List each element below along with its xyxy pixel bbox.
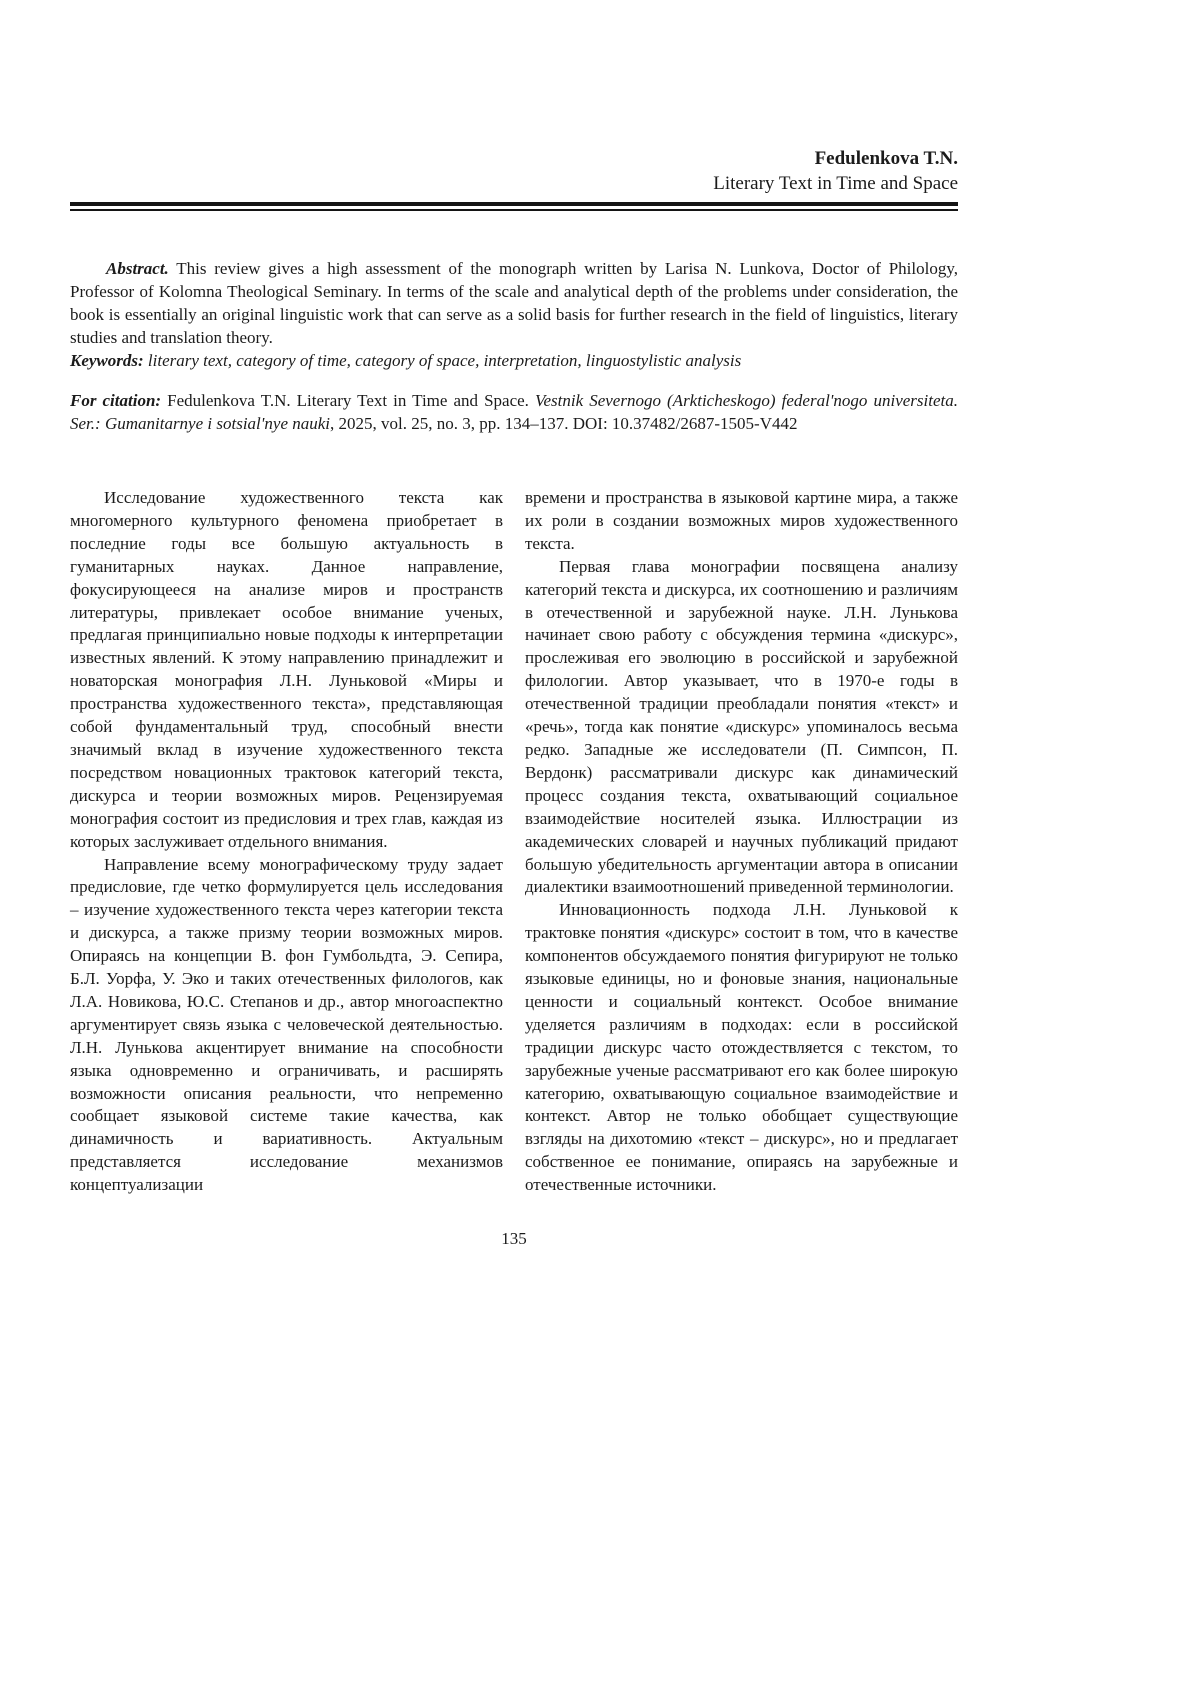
keywords-label: Keywords: (70, 351, 144, 370)
page-content (70, 0, 958, 1250)
abstract-label: Abstract. (106, 259, 169, 278)
left-column (70, 487, 503, 1197)
right-column (525, 487, 958, 1197)
running-head-author: Fedulenkova T.N. (814, 148, 958, 169)
keywords-line (70, 349, 958, 372)
body-paragraph: Первая глава монографии посвящена анализу категорий текста и дискурса, их соотношению и различиям в отечественной и зарубежной науке. Л.Н. Лунькова начинает свою работу с обсуждения термина «дискурс», прослеживая его эволюцию в российской и зарубежной филологии. Автор указывает, что в 1970-е годы в отечественной традиции преобладали понятия «текст» и «речь», тогда как понятие «дискурс» упоминалось весьма редко. Западные же исследователи (П. Симпсон, П. Вердонк) рассматривали дискурс как динамический процесс создания текста, охватывающий социальное взаимодействие носителей языка. Иллюстрации из академических словарей и научных публикаций придают большую убедительность аргументации автора в описании диалектики взаимоотношений приведенной терминологии. (525, 556, 958, 897)
citation-volume-doi: , 2025, vol. 25, no. 3, pp. 134–137. DOI: 10.37482/2687-1505-V442 (330, 414, 798, 433)
body-paragraph-continuation: времени и пространства в языковой картине мира, а также их роли в создании возможных миров художественного текста. (525, 488, 958, 553)
citation-authors-title: Fedulenkova T.N. Literary Text in Time and Space. (167, 391, 529, 410)
citation-label: For citation: (70, 391, 162, 410)
body-columns (70, 487, 958, 1197)
front-matter (70, 257, 958, 435)
citation-journal-name: Vestnik Severnogo (Arkticheskogo) federal'nogo universiteta. Ser.: Gumanitarnye i sotsial'nye nauki (70, 391, 959, 433)
abstract-text: This review gives a high assessment of the monograph written by Larisa N. Lunkova, Doctor of Philology, Professor of Kolomna Theological Seminary. In terms of the scale and analytical depth of the problems under consideration, the book is essentially an original linguistic work that can serve as a solid basis for further research in the field of linguistics, literary studies and translation theory. (70, 259, 958, 347)
citation-paragraph (70, 389, 958, 435)
running-head (70, 146, 958, 196)
body-paragraph: Исследование художественного текста как многомерного культурного феномена приобретает в последние годы все большую актуальность в гуманитарных науках. Данное направление, фокусирующееся на анализе миров и пространств литературы, привлекает особое внимание ученых, предлагая принципиально новые подходы к интерпретации известных явлений. К этому направлению принадлежит и новаторская монография Л.Н. Луньковой «Миры и пространства художественного текста», представляющая собой фундаментальный труд, способный внести значимый вклад в изучение художественного текста посредством новационных трактовок категорий текста, дискурса и теории возможных миров. Рецензируемая монография состоит из предисловия и трех глав, каждая из которых заслуживает отдельного внимания. (70, 488, 503, 851)
abstract-paragraph (70, 257, 958, 349)
body-paragraph: Инновационность подхода Л.Н. Луньковой к трактовке понятия «дискурс» состоит в том, что в качестве компонентов обсуждаемого понятия фигурируют не только языковые единицы, но и фоновые знания, национальные ценности и социальный контекст. Особое внимание уделяется различиям в подходах: если в российской традиции дискурс часто отождествляется с текстом, то зарубежные ученые рассматривают его как более широкую категорию, охватывающую социальное взаимодействие и контекст. Автор не только обобщает существующие взгляды на дихотомию «текст – дискурс», но и предлагает собственное ее понимание, опираясь на зарубежные и отечественные источники. (525, 900, 958, 1195)
keywords-text: literary text, category of time, category of space, interpretation, linguostylistic analysis (147, 351, 742, 370)
page-number: 135 (501, 1229, 527, 1249)
body-paragraph: Направление всему монографическому труду задает предисловие, где четко формулируется цель исследования – изучение художественного текста через категории текста и дискурса, а также призму теории возможных миров. Опираясь на концепции В. фон Гумбольдта, Э. Сепира, Б.Л. Уорфа, У. Эко и таких отечественных филологов, как Л.А. Новикова, Ю.С. Степанов и др., автор многоаспектно аргументирует связь языка с человеческой деятельностью. Л.Н. Лунькова акцентирует внимание на способности языка одновременно и ограничивать, и расширять возможности описания реальности, что непременно сообщает языковой системе такие качества, как динамичность и вариативность. Актуальным представляется исследование механизмов концептуализации (70, 854, 503, 1195)
running-head-title: Literary Text in Time and Space (713, 173, 958, 194)
header-double-rule (70, 202, 958, 211)
